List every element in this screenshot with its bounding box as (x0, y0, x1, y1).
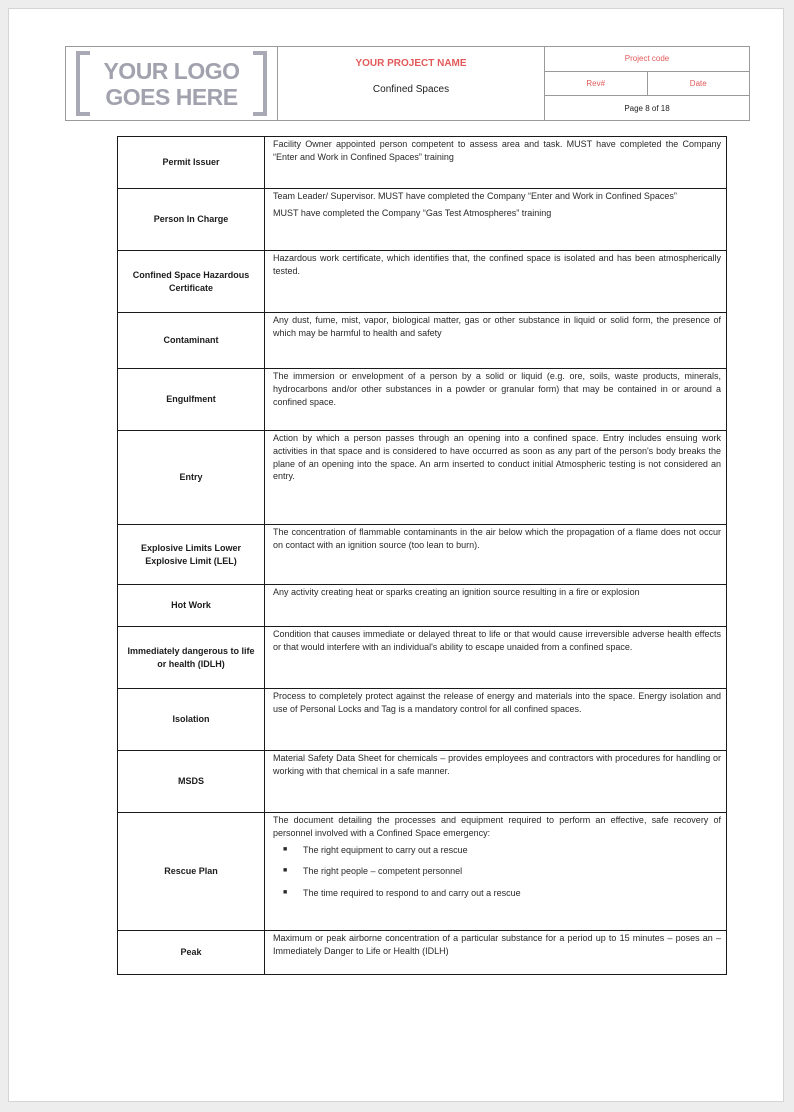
page-number: Page 8 of 18 (624, 103, 670, 113)
bullet-item: ■ The right people – competent personnel (295, 865, 721, 878)
definition-cell (265, 627, 727, 689)
definition-text: The concentration of flammable contaminants in the air below which the propagation of a flame does not occur on contact with an ignition source (too lean to burn). (273, 527, 721, 550)
bullet-list (273, 844, 721, 900)
project-code: Project code (545, 47, 749, 72)
definition-cell (265, 251, 727, 313)
table-row (118, 627, 727, 689)
bullet-item: ■ The right equipment to carry out a rescue (295, 844, 721, 857)
definition-text: Facility Owner appointed person competent to assess area and task. MUST have completed the Company “Enter and Work in Confined Spaces” training (273, 139, 721, 162)
table-row (118, 585, 727, 627)
term-cell: Confined Space Hazardous Certificate (118, 251, 265, 313)
table-row (118, 689, 727, 751)
rev-date-row (545, 72, 749, 97)
term-cell: Entry (118, 431, 265, 525)
definition-text: Condition that causes immediate or delayed threat to life or that would cause irreversible adverse health effects or that would interfere with an individual's ability to escape unaided from a confined space. (273, 629, 721, 652)
table-row (118, 313, 727, 369)
definition-cell (265, 369, 727, 431)
document-header (65, 46, 750, 121)
definition-cell (265, 189, 727, 251)
definition-text: Hazardous work certificate, which identifies that, the confined space is isolated and has been atmospherically tested. (273, 253, 721, 276)
definition-text: Any dust, fume, mist, vapor, biological matter, gas or other substance in liquid or solid form, the presence of which may be harmful to health and safety (273, 315, 721, 338)
table-row (118, 189, 727, 251)
definition-cell (265, 931, 727, 975)
logo-bracket-right (253, 51, 267, 116)
definition-text: Action by which a person passes through an opening into a confined space. Entry includes ensuing work activities in that space and is considered to have occurred as soon as any part of the person's body breaks the plane of an opening into the space. An arm inserted to conduct initial Atmospheric testing is not considered an entry. (273, 433, 721, 482)
table-row (118, 137, 727, 189)
logo-bracket-left (76, 51, 90, 116)
definition-cell (265, 431, 727, 525)
definition-cell (265, 689, 727, 751)
date: Date (689, 79, 707, 88)
definition-text: MUST have completed the Company “Gas Test Atmospheres” training (273, 207, 552, 218)
document-page (8, 8, 784, 1102)
definition-cell (265, 137, 727, 189)
table-row (118, 431, 727, 525)
meta-cell (545, 47, 749, 120)
term-cell: Engulfment (118, 369, 265, 431)
table-row (118, 931, 727, 975)
term-cell: MSDS (118, 751, 265, 813)
project-cell (278, 47, 545, 120)
table-row (118, 751, 727, 813)
term-cell: Hot Work (118, 585, 265, 627)
definition-cell (265, 751, 727, 813)
definition-cell (265, 525, 727, 585)
table-row (118, 813, 727, 931)
table-row (118, 251, 727, 313)
logo-line-1: YOUR LOGO (103, 57, 240, 84)
definition-text: Process to completely protect against the release of energy and materials into the space. Energy isolation and use of Personal Locks and Tag is a mandatory control for all confined spaces. (273, 691, 721, 714)
definition-text: Team Leader/ Supervisor. MUST have completed the Company “Enter and Work in Confined Spaces” (273, 191, 677, 201)
definition-cell (265, 813, 727, 931)
project-name: YOUR PROJECT NAME (355, 58, 467, 69)
bullet-item: ■ The time required to respond to and carry out a rescue (295, 887, 721, 900)
definition-cell (265, 585, 727, 627)
term-cell: Explosive Limits Lower Explosive Limit (LEL) (118, 525, 265, 585)
term-cell: Person In Charge (118, 189, 265, 251)
definition-text: Material Safety Data Sheet for chemicals – provides employees and contractors with procedures for handling or working with that chemical in a safe manner. (273, 753, 721, 776)
term-cell: Peak (118, 931, 265, 975)
revision: Rev# (545, 72, 648, 96)
term-cell: Contaminant (118, 313, 265, 369)
definition-text: The document detailing the processes and equipment required to perform an effective, safe recovery of personnel involved with a Confined Space emergency: (273, 815, 721, 838)
definition-text: The immersion or envelopment of a person by a solid or liquid (e.g. ore, soils, waste products, minerals, hydrocarbons and/or other substances in a powder or granular form) that may be contained in or around a confined space. (273, 371, 721, 407)
definition-cell (265, 313, 727, 369)
table-row (118, 369, 727, 431)
definition-text: Any activity creating heat or sparks creating an ignition source resulting in a fire or explosion (273, 587, 640, 597)
definition-text: Maximum or peak airborne concentration of a particular substance for a period up to 15 minutes – poses an – Immediately Danger to Life or Health (IDLH) (273, 933, 721, 956)
logo-text (92, 55, 251, 112)
logo-cell (66, 47, 278, 120)
definitions-table (117, 136, 727, 975)
term-cell: Immediately dangerous to life or health (IDLH) (118, 627, 265, 689)
logo-line-2: GOES HERE (105, 83, 238, 110)
term-cell: Permit Issuer (118, 137, 265, 189)
term-cell: Rescue Plan (118, 813, 265, 931)
table-row (118, 525, 727, 585)
term-cell: Isolation (118, 689, 265, 751)
document-title: Confined Spaces (372, 84, 450, 95)
logo (76, 51, 267, 116)
